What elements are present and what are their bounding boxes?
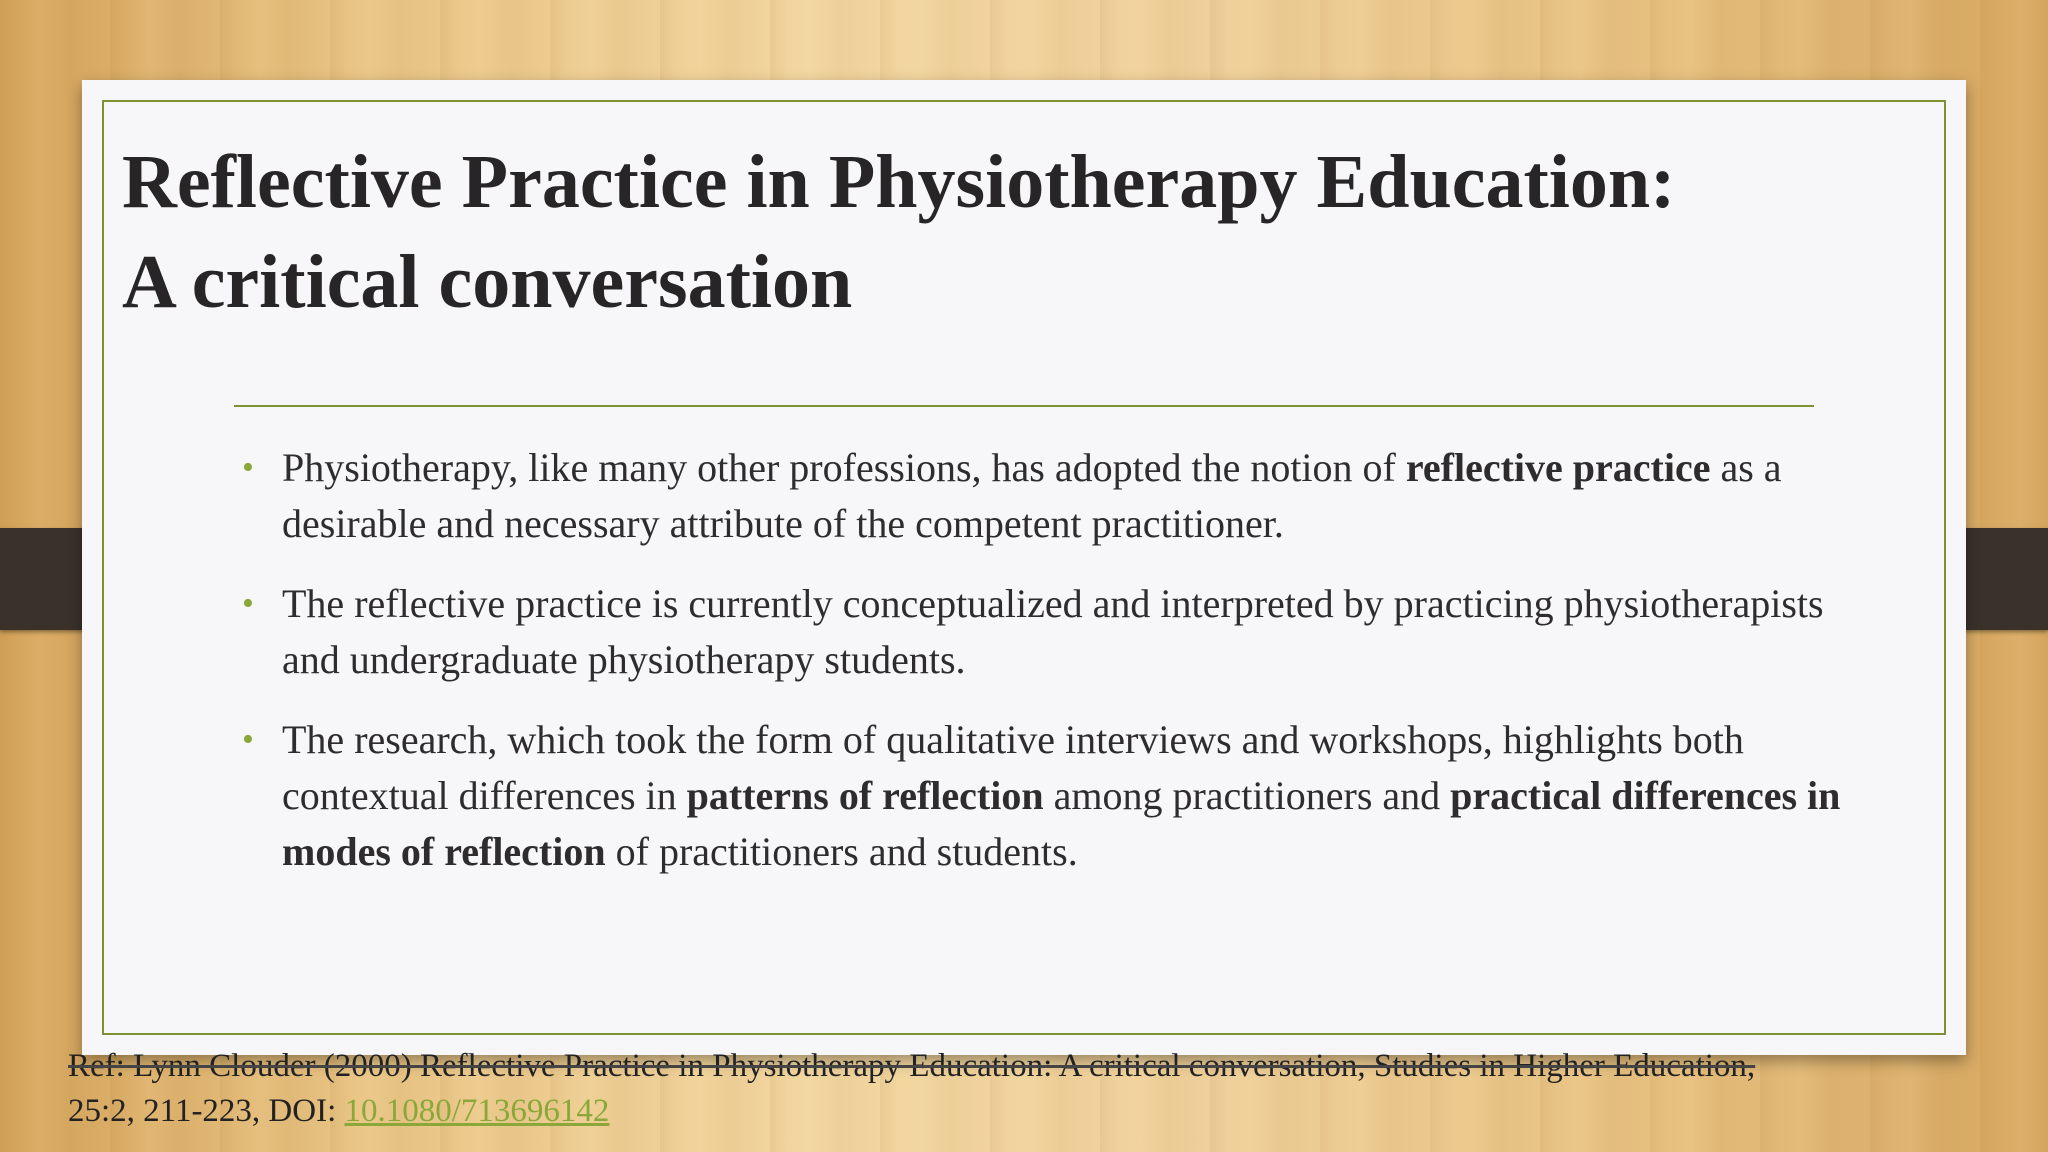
reference-prefix: 25:2, 211-223, DOI: [68,1093,345,1129]
title-line-1: Reflective Practice in Physiotherapy Education: [122,140,1676,224]
title-line-2: A critical conversation [122,240,853,324]
bullet-list [242,440,1842,904]
bullet-1-bold: reflective practice [1405,445,1711,490]
bullet-3-text-middle: among practitioners and [1043,773,1451,818]
bullet-2-text: The reflective practice is currently conceptualized and interpreted by practicing physiotherapists and undergraduate physiotherapy students. [282,581,1824,682]
slide-card [82,80,1966,1055]
bullet-item-3 [242,712,1842,880]
bullet-3-bold-1: patterns of reflection [686,773,1044,818]
doi-link[interactable]: 10.1080/713696142 [344,1093,610,1129]
reference-line-2 [68,1089,1968,1134]
bullet-dot-icon: • [242,585,254,622]
bullet-3-bold-2: practical differences in modes of reflection [282,773,1841,874]
bullet-3-text-start: The research, which took the form of qualitative interviews and workshops, highlights both contextual differences in [282,717,1744,818]
bullet-3-text-end: of practitioners and students. [605,829,1078,874]
bullet-dot-icon: • [242,721,254,758]
bullet-item-2 [242,576,1842,688]
reference-line-1: Ref: Lynn Clouder (2000) Reflective Practice in Physiotherapy Education: A critical conversation, Studies in Higher Education, [68,1048,1756,1084]
bullet-1-text-start: Physiotherapy, like many other professions, has adopted the notion of [282,445,1406,490]
title-divider [234,405,1814,407]
bullet-dot-icon: • [242,449,254,486]
slide-title [122,132,1922,332]
bullet-1-text-end: as a desirable and necessary attribute of the competent practitioner. [282,445,1782,546]
bullet-item-1 [242,440,1842,552]
reference-citation [68,1044,1968,1134]
